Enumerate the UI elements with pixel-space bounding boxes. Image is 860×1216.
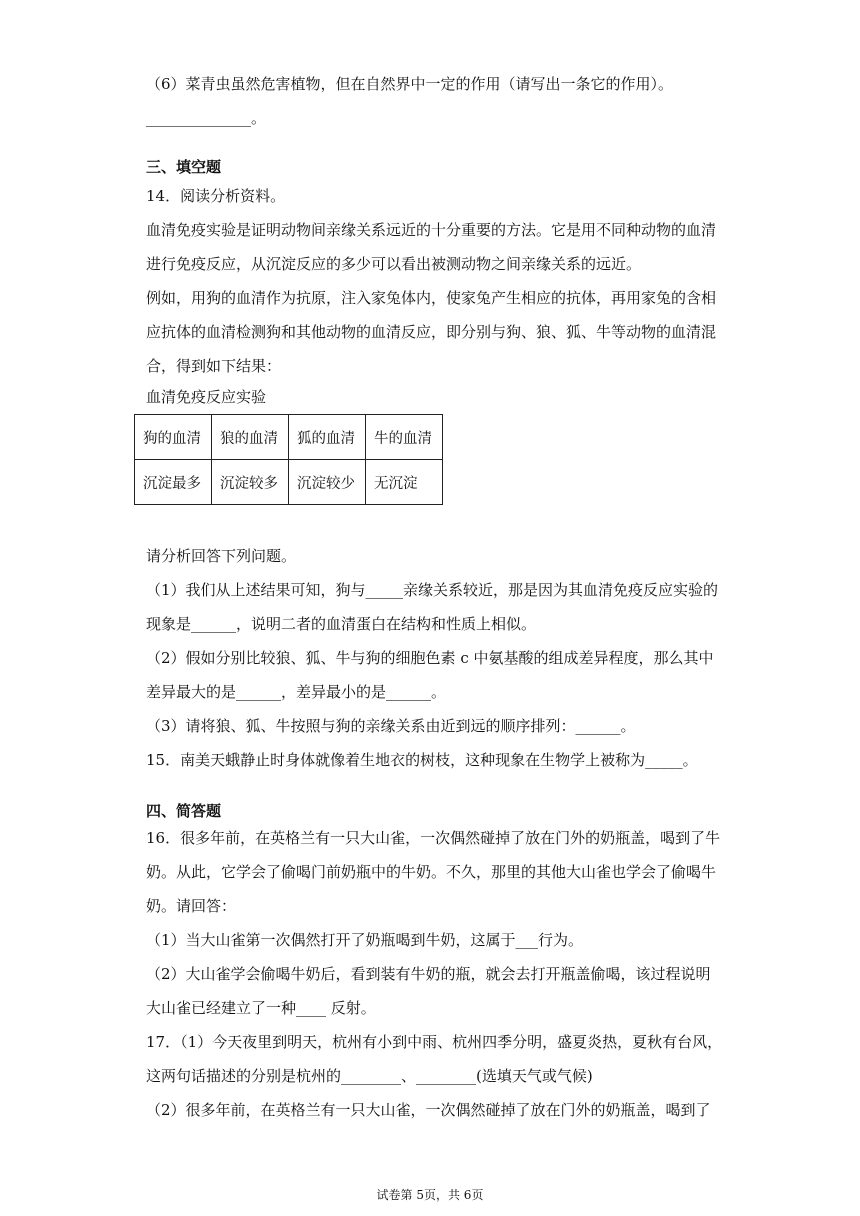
- question-16-cont: 奶。从此，它学会了偷喝门前奶瓶中的牛奶。不久，那里的其他大山雀也学会了偷喝牛: [146, 863, 717, 881]
- serum-result-table: [134, 414, 443, 505]
- answer-blank: ______________。: [146, 109, 267, 127]
- material-line: 血清免疫实验是证明动物间亲缘关系远近的十分重要的方法。它是用不同种动物的血清: [146, 221, 717, 239]
- table-cell: 沉淀最多: [135, 460, 212, 505]
- table-cell: 狼的血清: [212, 415, 289, 460]
- table-row: [135, 460, 443, 505]
- question-14-prompt: 请分析回答下列问题。: [146, 547, 297, 565]
- question-14-title: 14．阅读分析资料。: [146, 187, 286, 205]
- table-cell: 狗的血清: [135, 415, 212, 460]
- table-cell: 沉淀较少: [289, 460, 366, 505]
- question-13-6: （6）菜青虫虽然危害植物，但在自然界中一定的作用（请写出一条它的作用）。: [146, 75, 674, 93]
- question-16: 16．很多年前，在英格兰有一只大山雀，一次偶然碰掉了放在门外的奶瓶盖，喝到了牛: [146, 829, 721, 847]
- question-14-2: （2）假如分别比较狼、狐、牛与狗的细胞色素 c 中氨基酸的组成差异程度，那么其中: [146, 649, 714, 667]
- table-cell: 狐的血清: [289, 415, 366, 460]
- table-caption: 血清免疫反应实验: [146, 388, 267, 406]
- question-15: 15．南美天蛾静止时身体就像着生地衣的树枝，这种现象在生物学上被称为_____。: [146, 751, 698, 769]
- material-line: 合，得到如下结果：: [146, 357, 282, 375]
- table-row: [135, 415, 443, 460]
- page-footer: 试卷第 5页，共 6页: [376, 1188, 484, 1202]
- material-line: 进行免疫反应，从沉淀反应的多少可以看出被测动物之间亲缘关系的远近。: [146, 255, 642, 273]
- question-16-2: （2）大山雀学会偷喝牛奶后，看到装有牛奶的瓶，就会去打开瓶盖偷喝，该过程说明: [146, 965, 711, 983]
- section-heading-short-answer: 四、简答题: [146, 802, 222, 820]
- question-14-1: （1）我们从上述结果可知，狗与_____亲缘关系较近，那是因为其血清免疫反应实验的: [146, 581, 719, 599]
- question-17-2: （2）很多年前，在英格兰有一只大山雀，一次偶然碰掉了放在门外的奶瓶盖，喝到了: [146, 1101, 711, 1119]
- question-17-1: 17．（1）今天夜里到明天，杭州有小到中雨、杭州四季分明，盛夏炎热，夏秋有台风，: [146, 1033, 723, 1051]
- question-16-2-cont: 大山雀已经建立了一种____ 反射。: [146, 999, 376, 1017]
- table-cell: 无沉淀: [366, 460, 443, 505]
- section-heading-fill-in: 三、填空题: [146, 158, 222, 176]
- question-16-1: （1）当大山雀第一次偶然打开了奶瓶喝到牛奶，这属于___行为。: [146, 931, 584, 949]
- material-line: 应抗体的血清检测狗和其他动物的血清反应，即分别与狗、狼、狐、牛等动物的血清混: [146, 323, 717, 341]
- table-cell: 牛的血清: [366, 415, 443, 460]
- question-14-2-cont: 差异最大的是______，差异最小的是______。: [146, 683, 447, 701]
- question-14-1-cont: 现象是______，说明二者的血清蛋白在结构和性质上相似。: [146, 615, 537, 633]
- question-16-cont: 奶。请回答：: [146, 897, 237, 915]
- material-line: 例如，用狗的血清作为抗原，注入家兔体内，使家兔产生相应的抗体，再用家兔的含相: [146, 289, 717, 307]
- table-cell: 沉淀较多: [212, 460, 289, 505]
- question-14-3: （3）请将狼、狐、牛按照与狗的亲缘关系由近到远的顺序排列：______。: [146, 717, 636, 735]
- question-17-1-cont: 这两句话描述的分别是杭州的________、________(选填天气或气候): [146, 1067, 593, 1085]
